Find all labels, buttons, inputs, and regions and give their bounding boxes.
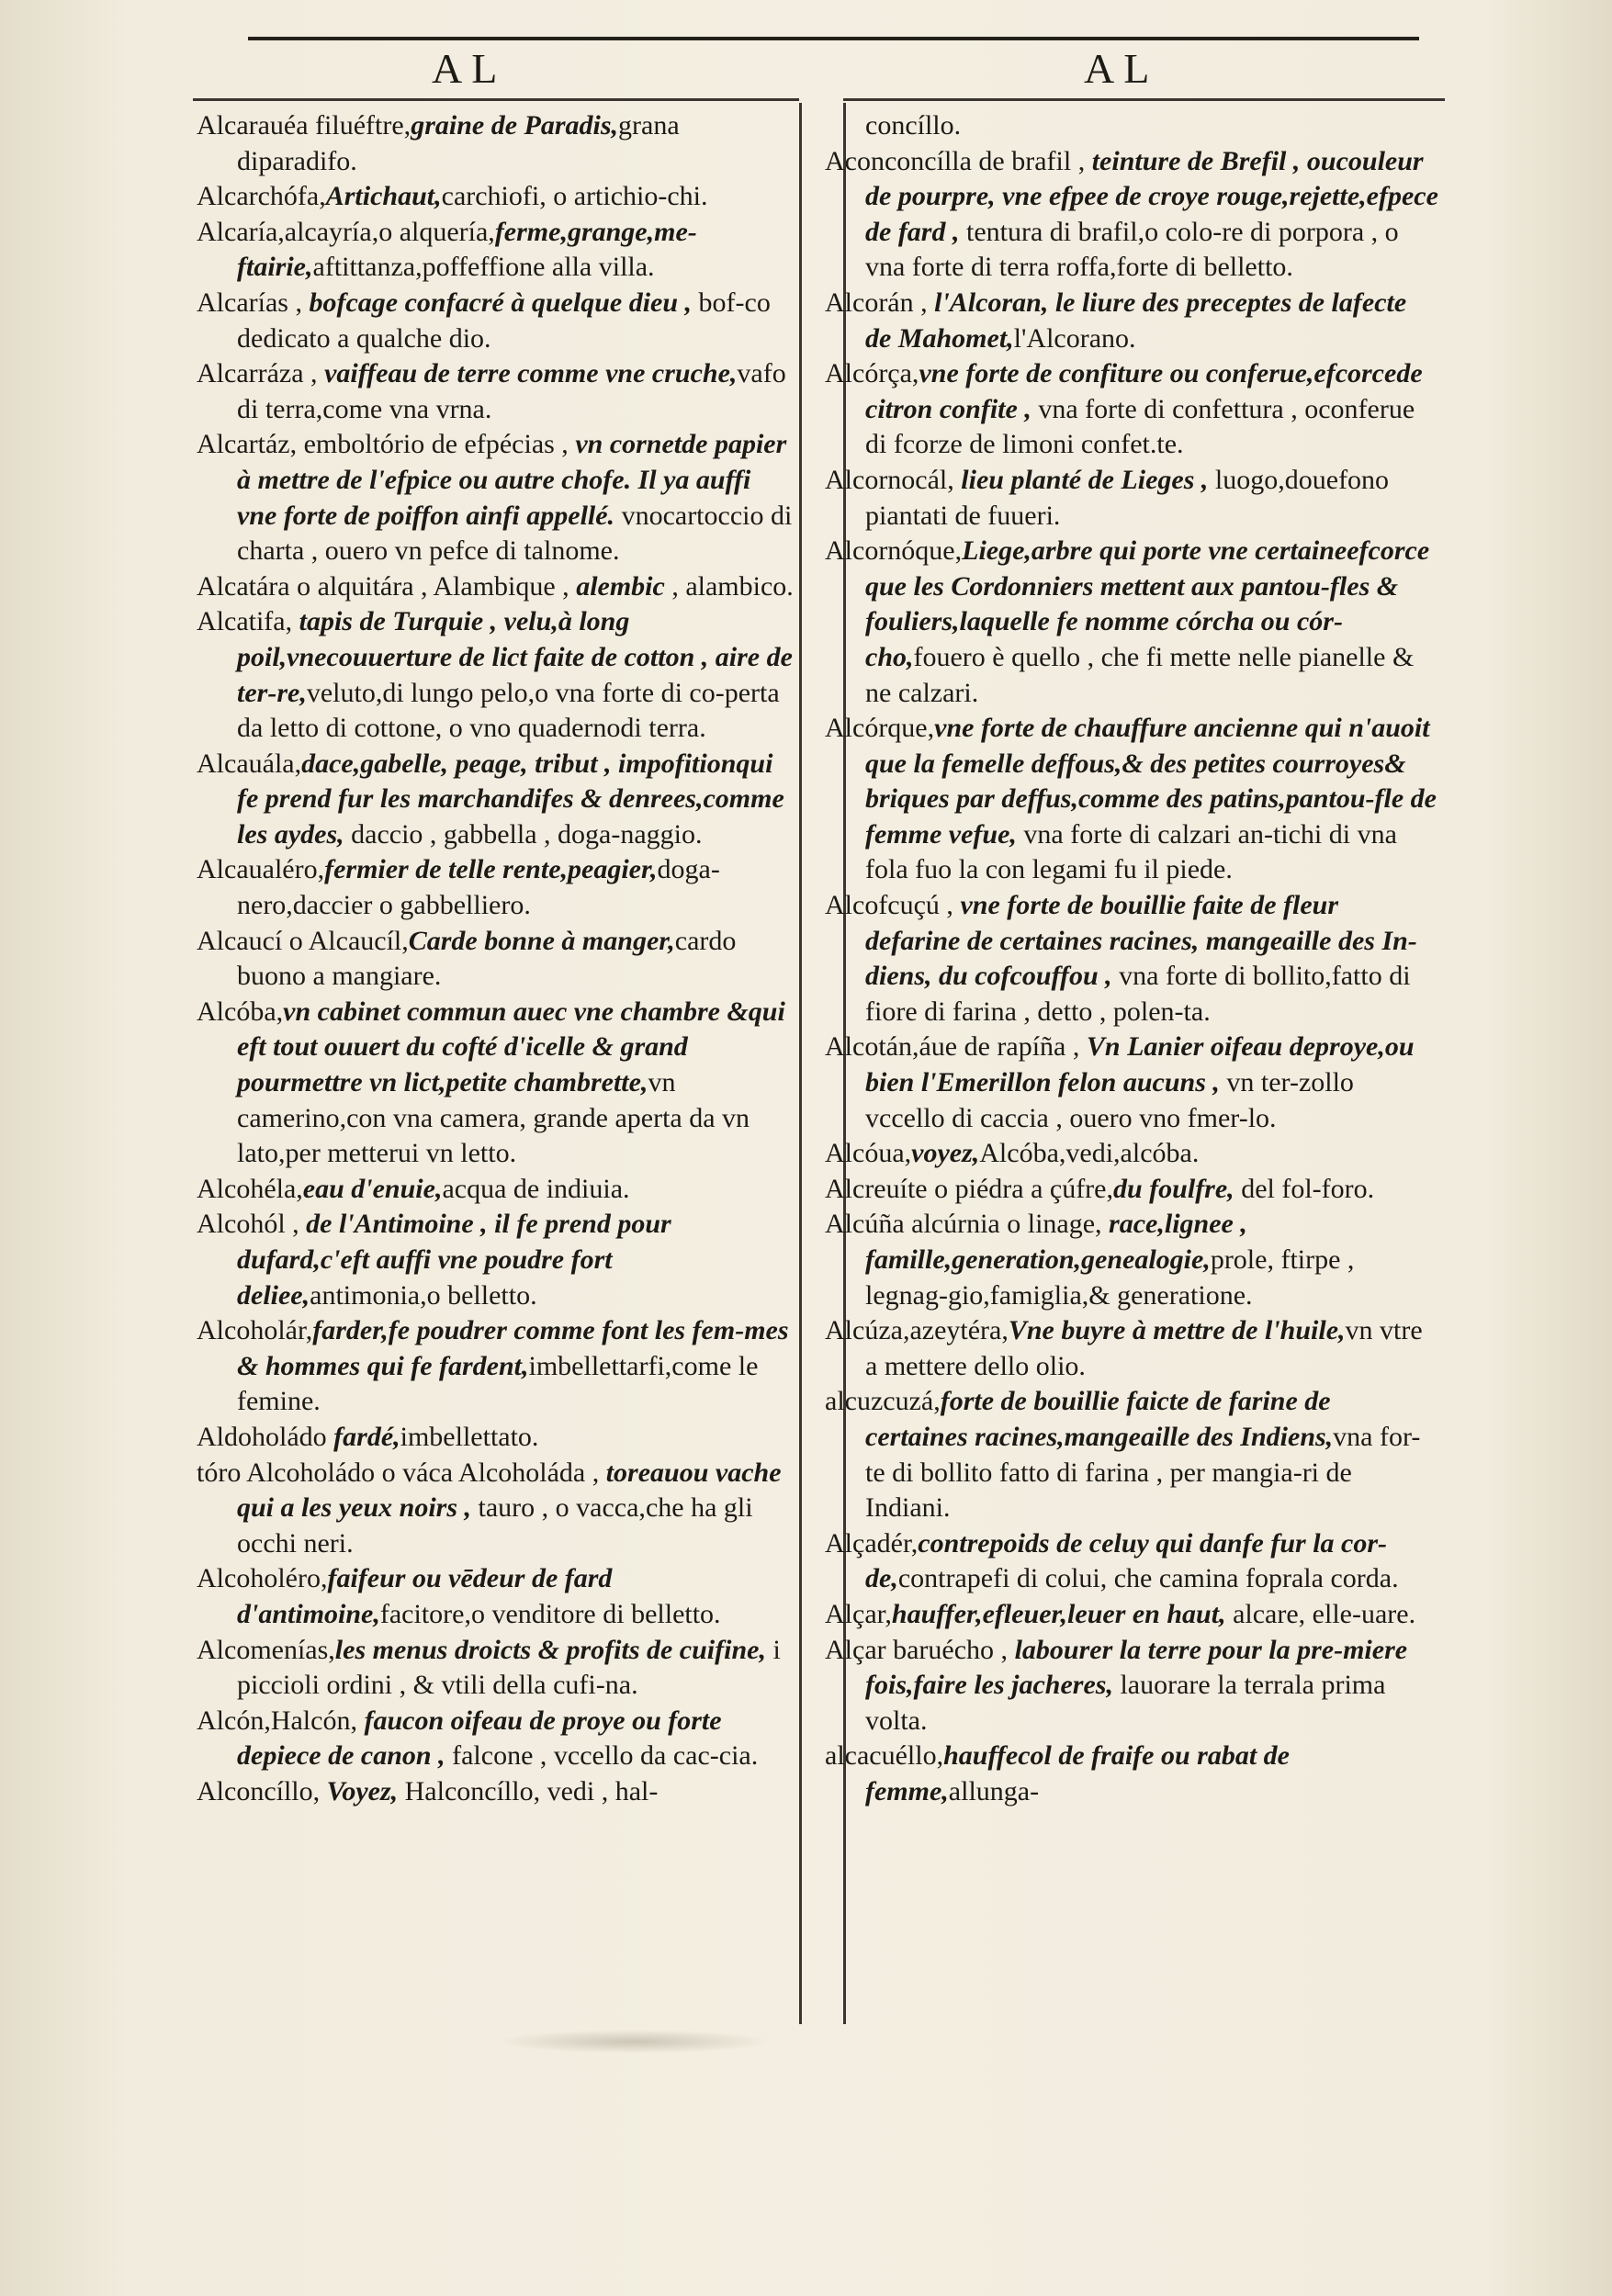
header-underline-left <box>193 98 799 101</box>
entry-text: vafo di terra,come vna vrna. <box>237 358 786 424</box>
entry-text: luogo,doue <box>1208 464 1339 495</box>
headword: Alcatára o alquitára , Alambique , <box>197 570 577 602</box>
entry-text: come le femine. <box>237 1350 759 1417</box>
french-gloss: Liege,arbre qui porte vne certaine <box>962 535 1347 567</box>
french-gloss: fermier de telle rente,peagier, <box>324 854 658 885</box>
dictionary-entry <box>825 356 1438 463</box>
entry-text: de. <box>1200 854 1233 885</box>
french-gloss: taines racines,mangeaille des Indiens, <box>900 1421 1334 1452</box>
french-gloss: de l'Antimoine , il fe prend pour du <box>237 1209 671 1275</box>
entry-text: vna forte di confettura , o <box>1031 393 1319 424</box>
dictionary-entry <box>197 924 794 995</box>
french-gloss: Artichaut, <box>325 181 442 212</box>
entry-text: nia,o belletto. <box>386 1279 537 1311</box>
entry-text: l'Alcorano. <box>1013 322 1136 354</box>
headword: Alcarauéa filuéftre, <box>197 110 411 141</box>
entry-text: tauro , o vacca, <box>471 1492 646 1524</box>
entry-text: per metterui vn letto. <box>285 1138 517 1169</box>
headword: Alçadér, <box>825 1527 919 1559</box>
headword: Alçar baruécho , <box>825 1634 1015 1665</box>
entry-text: contrapefi di colui, che camina fopra <box>897 1563 1304 1594</box>
headword: Alcohól , <box>197 1209 307 1240</box>
dictionary-entry <box>197 215 794 286</box>
french-gloss: teinture de Brefil , ou <box>1091 145 1336 176</box>
entry-text: daccio , gabbella , doga- <box>344 818 621 850</box>
dictionary-entry <box>197 1774 794 1810</box>
french-gloss: faucon oifeau de proye ou forte de <box>237 1705 722 1772</box>
entry-text: alcare, elle- <box>1225 1598 1361 1629</box>
headword: Alcartáz, emboltório de efpécias , <box>197 429 576 460</box>
french-gloss: mes & hommes qui fe fardent, <box>237 1315 789 1381</box>
top-rule <box>248 37 1419 40</box>
entry-text: lauorare la terra <box>1112 1670 1295 1701</box>
french-gloss: re, <box>276 677 307 708</box>
french-gloss: Carde bonne à manger, <box>408 925 675 956</box>
french-gloss: eau d'enuie, <box>302 1173 443 1204</box>
headword: Alcarchófa, <box>197 181 326 212</box>
headword: Aconconcílla de brafil , <box>825 145 1092 176</box>
french-gloss: efcorce que les Cordonniers mettent aux pantou- <box>865 535 1430 602</box>
entry-text: veluto,di lungo pelo,o vna forte di co- <box>306 677 725 708</box>
entry-text: ri de Indiani. <box>865 1457 1352 1524</box>
left-column <box>197 108 794 1810</box>
headword: concíllo. <box>865 110 962 141</box>
dictionary-entry <box>197 1456 794 1562</box>
french-gloss: proye,ou bien l'Emerillon felon aucuns , <box>865 1031 1415 1098</box>
headword: alcuzcuzá, <box>825 1386 941 1417</box>
headword: Alcomenías, <box>197 1634 335 1665</box>
entry-text: tichi di vna fola fuo la con legami fu il pie <box>865 818 1397 885</box>
french-gloss: toreau <box>605 1457 680 1488</box>
dictionary-entry <box>197 356 794 427</box>
headword: Alcatifa, <box>197 606 299 637</box>
entry-text: uare. <box>1360 1598 1416 1629</box>
entry-text: vna for- <box>1333 1421 1421 1452</box>
right-column <box>825 108 1438 1810</box>
entry-text: perta da letto di cottone, o vno quaderno <box>237 677 780 744</box>
entry-text: nero,daccier o gabbelliero. <box>237 890 531 921</box>
french-gloss: bofcage confacré à quelque dieu , <box>309 287 693 318</box>
french-gloss: de citron confite , <box>865 358 1423 424</box>
entry-text: te di bollito fatto di farina , per mangia- <box>865 1457 1302 1488</box>
french-gloss: hauffecol de fraife ou rabat de femme, <box>865 1740 1290 1806</box>
dictionary-entry <box>197 604 794 746</box>
entry-text: vn ter- <box>1219 1067 1299 1098</box>
french-gloss: ferme,grange,me- <box>494 216 697 247</box>
french-gloss: fard,c'eft auffi vne poudre fort deliee, <box>237 1244 613 1311</box>
entry-text: bof- <box>692 287 745 318</box>
dictionary-entry <box>197 1561 794 1632</box>
entry-text: che ha gli occhi neri. <box>237 1492 753 1559</box>
french-gloss: qui eft tout ouuert du cofté d'icelle & grand pour <box>237 996 785 1098</box>
french-gloss: forte de bouillie faicte de farine de cer <box>865 1386 1331 1452</box>
headword: Alcauála, <box>197 748 302 779</box>
dictionary-entry <box>825 1136 1438 1172</box>
entry-text: fouero è quello , che fi mette nelle pia <box>913 641 1333 672</box>
headword: tóro Alcoholádo o váca Alcoholáda , <box>197 1457 606 1488</box>
entry-text: imbellettarfi, <box>528 1350 672 1381</box>
entry-text: Alcóba,vedi,alcóba. <box>979 1138 1200 1169</box>
french-gloss: faifeur ou vēdeur de fard d'antimoi <box>237 1563 613 1629</box>
entry-text: zollo vccello di caccia , ouero vno fmer- <box>865 1067 1354 1133</box>
entry-text: tentura di brafil,o colo- <box>959 216 1223 247</box>
french-gloss: vaiffeau de terre comme vne cruche, <box>324 358 738 389</box>
french-gloss: les menus droicts & profits de cuifi <box>334 1634 732 1665</box>
dictionary-entry <box>197 852 794 923</box>
entry-text: Halconcíllo, vedi , hal- <box>398 1775 659 1806</box>
dictionary-entry <box>825 1313 1438 1384</box>
french-gloss: vn cabinet commun auec vne chambre & <box>283 996 749 1027</box>
headword: Alcaualéro, <box>197 854 325 885</box>
french-gloss: te,efpece de fard , <box>865 181 1438 247</box>
headword: Alcohéla, <box>197 1173 303 1204</box>
french-gloss: couuerture de lict faite de cotton , aire de ter- <box>237 641 793 708</box>
dictionary-entry <box>825 1384 1438 1525</box>
entry-text: te. <box>1156 429 1184 460</box>
french-gloss: vne forte de bouillie faite de fleur de <box>865 890 1339 956</box>
headword: Alcornóque, <box>825 535 963 567</box>
headword: Alcarráza , <box>197 358 325 389</box>
entry-text: paradifo. <box>258 145 357 176</box>
french-gloss: qui fe prend fur les marchandifes & denrees, <box>237 748 773 815</box>
entry-text: gio,famiglia,& generatione. <box>947 1279 1253 1311</box>
dictionary-entry <box>197 179 794 215</box>
entry-text: cartoccio di charta , ouero vn pefce di tal <box>237 500 793 567</box>
dictionary-entry <box>825 286 1438 356</box>
headword: Alcórça, <box>825 358 919 389</box>
french-gloss: contrepoids de celuy qui danfe fur la cor- <box>918 1527 1388 1559</box>
dictionary-entry <box>197 747 794 853</box>
french-gloss: tapis de Turquie , velu,à long poil,vne <box>237 606 630 672</box>
headword: Alcarías , <box>197 287 310 318</box>
dictionary-entry <box>825 711 1438 888</box>
french-gloss: vne forte de confiture ou conferue,efcorce <box>919 358 1397 389</box>
dictionary-entry <box>197 1207 794 1313</box>
entry-text: re di porpora , o vna forte di terra roffa, <box>865 216 1399 283</box>
french-gloss: piece de canon , <box>263 1740 445 1772</box>
french-gloss: l'Alcoran, le liure des preceptes de la <box>934 287 1353 318</box>
headword: Alcaría,alcayría,o alquería, <box>197 216 495 247</box>
entry-text: acqua de indiuia. <box>442 1173 630 1204</box>
dictionary-entry <box>825 144 1438 286</box>
entry-text: la prima volta. <box>865 1670 1386 1736</box>
entry-text: facitore,o venditore di belletto. <box>379 1598 721 1629</box>
dictionary-entry <box>197 1420 794 1456</box>
french-gloss: voyez, <box>911 1138 980 1169</box>
headword: Alcotán,áue de rapíña , <box>825 1031 1087 1063</box>
french-gloss: mettre vn lict,petite chambrette, <box>290 1067 648 1098</box>
french-gloss: diens, du cofcouffou , <box>865 961 1112 992</box>
entry-text: vn vtre a mettere dello olio. <box>865 1315 1423 1381</box>
french-gloss: labourer la terre pour la pre- <box>1014 1634 1344 1665</box>
entry-text: vn camerino, <box>237 1067 676 1133</box>
entry-text: nelle & ne calzari. <box>865 641 1415 708</box>
french-gloss: ne, <box>345 1598 380 1629</box>
french-gloss: dace,gabelle, peage, tribut , impofition <box>301 748 737 779</box>
headword: Alcorán , <box>825 287 935 318</box>
headword: Alconcíllo, <box>197 1775 327 1806</box>
entry-text: do buono a mangiare. <box>237 925 737 992</box>
entry-text: vna forte di bollito, <box>1111 961 1332 992</box>
dictionary-entry <box>825 463 1438 534</box>
dictionary-entry <box>825 108 1438 144</box>
french-gloss: fecte de Mahomet, <box>865 287 1407 354</box>
entry-text: grana di <box>237 110 680 176</box>
entry-text: vna forte di calzari an- <box>1016 818 1273 850</box>
entry-text: imbellettato. <box>400 1421 539 1452</box>
entry-text: na. <box>604 1670 638 1701</box>
french-gloss: de, <box>865 1563 898 1594</box>
dictionary-entry <box>825 888 1438 1030</box>
french-gloss: fle de femme vefue, <box>865 783 1437 850</box>
french-gloss: comme les aydes, <box>237 783 784 850</box>
dictionary-entry <box>197 286 794 356</box>
french-gloss: generation,genealogie, <box>952 1244 1211 1275</box>
headword: Alcóba, <box>197 996 284 1027</box>
page-smudge <box>496 2030 772 2054</box>
entry-text: lambico. <box>697 570 794 602</box>
entry-text: conferue di fcorze de limoni confet. <box>865 393 1415 460</box>
headword: Alcúña alcúrnia o linage, <box>825 1209 1110 1240</box>
dictionary-entry <box>825 534 1438 711</box>
french-gloss: hauffer,efleuer,leuer en haut, <box>891 1598 1226 1629</box>
headword: Alcornocál, <box>825 464 962 495</box>
headword: Alcoholár, <box>197 1315 313 1346</box>
entry-text: ta. <box>1183 996 1211 1027</box>
french-gloss: graine de Paradis, <box>411 110 619 141</box>
entry-text: la corda. <box>1303 1563 1399 1594</box>
headword: Aldoholádo <box>197 1421 334 1452</box>
french-gloss: cho, <box>865 641 914 672</box>
dictionary-entry <box>197 1172 794 1208</box>
french-gloss: ftairie, <box>237 252 313 283</box>
headword: Alçar, <box>825 1598 892 1629</box>
headword: Alcaucí o Alcaucíl, <box>197 925 409 956</box>
entry-text: nome. <box>551 535 620 567</box>
dictionary-entry <box>197 108 794 179</box>
headword: Alcón,Halcón, <box>197 1705 365 1736</box>
french-gloss: uoit que la femelle deffous,& des petites courroyes <box>865 713 1430 779</box>
headword: Alcórque, <box>825 713 935 744</box>
french-gloss: fles & fouliers,laquelle fe nomme córcha ou cór- <box>865 570 1399 637</box>
dictionary-entry <box>825 1597 1438 1633</box>
entry-text: allunga- <box>948 1775 1040 1806</box>
entry-text: con vna camera, grande aperta da vn lato, <box>237 1102 750 1169</box>
headword: Alcofcuçú , <box>825 890 961 921</box>
headword: alcacuéllo, <box>825 1740 944 1772</box>
dictionary-entry <box>825 1739 1438 1809</box>
headword: Alcreuíte o piédra a çúfre, <box>825 1173 1113 1204</box>
french-gloss: farine de certaines racines, mangeaille des In- <box>891 925 1417 956</box>
french-gloss: Vne buyre à mettre de l'huile, <box>1008 1315 1346 1346</box>
header-underline-right <box>843 98 1445 101</box>
french-gloss: lieu planté de Lieges , <box>961 464 1209 495</box>
french-gloss: vn cornet <box>575 429 682 460</box>
entry-text: fono piantati de fuueri. <box>865 464 1390 531</box>
french-gloss: race,lignee , famille, <box>865 1209 1247 1275</box>
dictionary-entry <box>197 569 794 605</box>
entry-text: falcone , vccello da cac- <box>445 1740 719 1772</box>
entry-text: fatto di fiore di farina , detto , polen- <box>865 961 1411 1027</box>
dictionary-entry <box>825 1207 1438 1313</box>
entry-text: antimo <box>310 1279 387 1311</box>
french-gloss: & briques par deffus,comme des patins,pantou- <box>865 748 1406 815</box>
french-gloss: vne forte de chauffure ancienne qui n'a <box>934 713 1386 744</box>
entry-text: carchiofi, o artichio- <box>441 181 668 212</box>
french-gloss: ou vache qui a les yeux noirs , <box>237 1457 782 1524</box>
entry-text: co dedicato a qualche dio. <box>237 287 771 354</box>
french-gloss: Voyez, <box>326 1775 399 1806</box>
dictionary-entry <box>197 995 794 1172</box>
dictionary-entry <box>197 1704 794 1774</box>
headword: Alcóua, <box>825 1138 912 1169</box>
entry-text: chi. <box>667 181 708 212</box>
french-gloss: de papier à mettre de l'efpice ou autre chofe. Il y <box>237 429 787 495</box>
column-rule-left <box>799 103 802 2024</box>
entry-text: prole, ftirpe , legnag- <box>865 1244 1355 1311</box>
entry-text: cia. <box>718 1740 759 1772</box>
dictionary-entry <box>197 1633 794 1704</box>
entry-text: car <box>674 925 709 956</box>
french-gloss: a auffi vne forte de poiffon ainfi appellé. <box>237 464 751 531</box>
french-gloss: Vn Lanier oifeau de <box>1086 1031 1316 1063</box>
entry-text: del fol- <box>1234 1173 1322 1204</box>
entry-text: di terra. <box>620 713 706 744</box>
french-gloss: farder,fe poudrer comme font les fem- <box>312 1315 745 1346</box>
headword: Alcoholéro, <box>197 1563 328 1594</box>
entry-text: doga- <box>657 854 720 885</box>
entry-text: forte di belletto. <box>1116 252 1293 283</box>
entry-text: naggio. <box>620 818 703 850</box>
french-gloss: ne, <box>731 1634 766 1665</box>
entry-text: foro. <box>1321 1173 1375 1204</box>
dictionary-entry <box>197 427 794 568</box>
dictionary-entry <box>825 1633 1438 1739</box>
running-head-left: AL <box>432 45 507 92</box>
entry-text: lo. <box>1247 1102 1277 1133</box>
french-gloss: alembic <box>576 570 665 602</box>
french-gloss: fardé, <box>333 1421 400 1452</box>
french-gloss: couleur de pourpre, vne efpee de croye rouge,rejet <box>865 145 1424 212</box>
dictionary-entry <box>825 1526 1438 1597</box>
entry-text: i piccioli ordini , & vtili della cufi- <box>237 1634 781 1701</box>
running-head-right: AL <box>1084 45 1159 92</box>
french-gloss: du foulfre, <box>1113 1173 1234 1204</box>
entry-text: , a <box>664 570 698 602</box>
dictionary-entry <box>825 1030 1438 1136</box>
dictionary-entry <box>197 1313 794 1420</box>
headword: Alcúza,azeytéra, <box>825 1315 1009 1346</box>
french-gloss: miere fois,faire les jacheres, <box>865 1634 1408 1701</box>
entry-text: aftittanza,poffeffione alla villa. <box>312 252 655 283</box>
entry-text: vno <box>614 500 663 531</box>
dictionary-entry <box>825 1172 1438 1208</box>
